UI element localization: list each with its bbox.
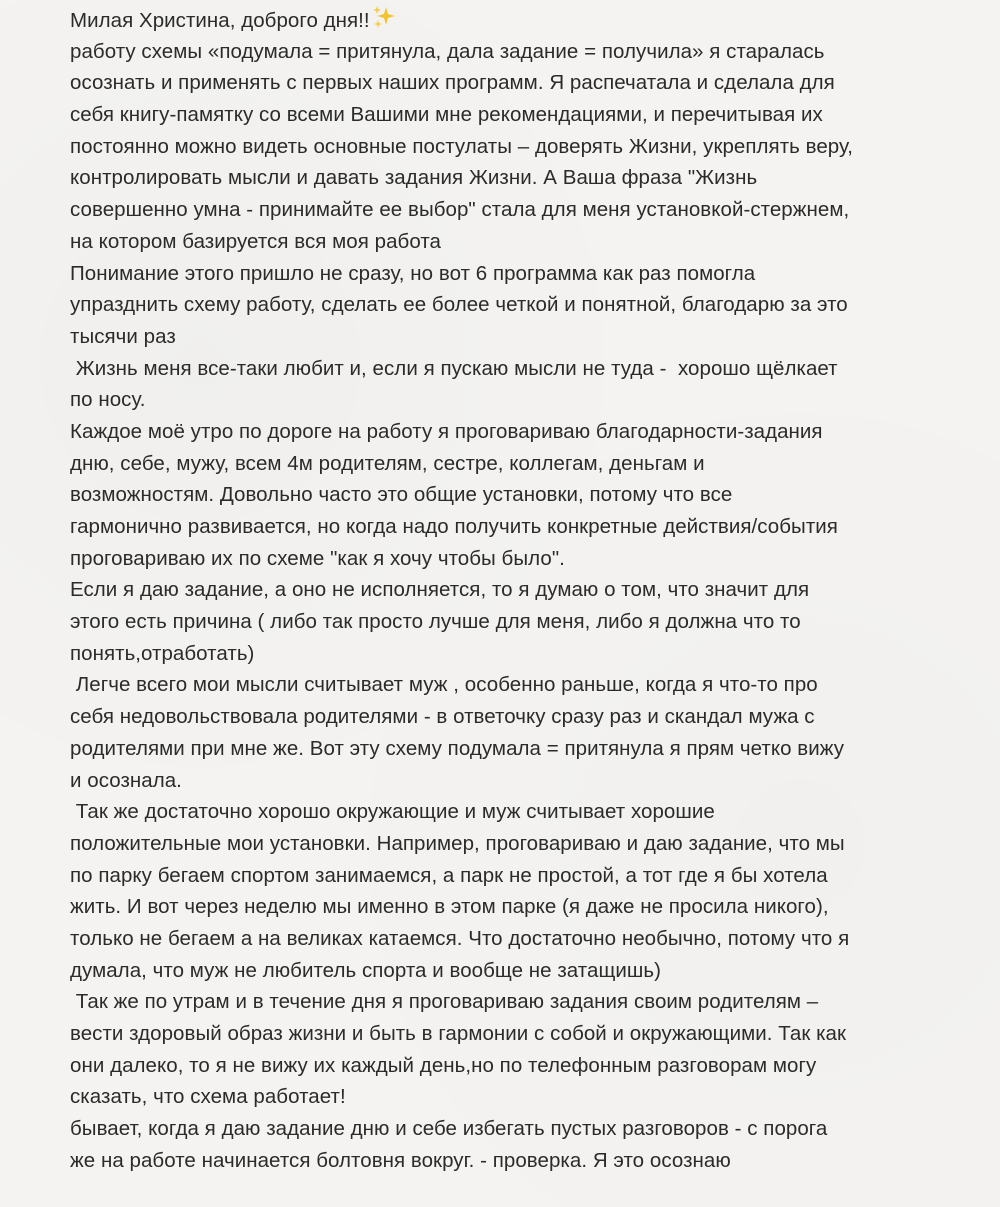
text-line: постоянно можно видеть основные постулаты – доверять Жизни, укреплять веру, (70, 134, 853, 158)
text-line: дню, себе, мужу, всем 4м родителям, сестре, коллегам, деньгам и (70, 451, 705, 475)
text-line: осознать и применять с первых наших программ. Я распечатала и сделала для (70, 71, 835, 95)
body-lines (70, 36, 970, 1177)
text-line: Легче всего мои мысли считывает муж , особенно раньше, когда я что-то про (70, 673, 818, 697)
text-line: Так же достаточно хорошо окружающие и муж считывает хорошие (70, 800, 715, 824)
text-line: только не бегаем а на великах катаемся. Что достаточно необычно, потому что я (70, 926, 850, 950)
text-line: себя книгу-памятку со всеми Вашими мне рекомендациями, и перечитывая их (70, 103, 823, 127)
text-line: упразднить схему работу, сделать ее более четкой и понятной, благодарю за это (70, 293, 848, 317)
text-line: проговариваю их по схеме "как я хочу чтобы было". (70, 546, 565, 570)
text-line: они далеко, то я не вижу их каждый день,но по телефонным разговорам могу (70, 1053, 817, 1077)
text-line: по носу. (70, 388, 146, 412)
text-line: сказать, что схема работает! (70, 1085, 346, 1109)
text-line: этого есть причина ( либо так просто лучше для меня, либо я должна что то (70, 610, 801, 634)
text-line: жить. И вот через неделю мы именно в этом парке (я даже не просила никого), (70, 895, 829, 919)
text-line: на котором базируется вся моя работа (70, 229, 441, 253)
text-line: Если я даю задание, а оно не исполняется, то я думаю о том, что значит для (70, 578, 810, 602)
text-line: Каждое моё утро по дороге на работу я проговариваю благодарности-задания (70, 419, 823, 443)
text-line: работу схемы «подумала = притянула, дала задание = получила» я старалась (70, 39, 825, 63)
text-line: по парку бегаем спортом занимаемся, а парк не простой, а тот где я бы хотела (70, 863, 828, 887)
text-line: тысячи раз (70, 324, 176, 348)
text-line: себя недовольствовала родителями - в ответочку сразу раз и скандал мужа с (70, 705, 815, 729)
text-line: бывает, когда я даю задание дню и себе избегать пустых разговоров - с порога (70, 1117, 828, 1141)
greeting-text: Милая Христина, доброго дня!! (70, 9, 370, 32)
text-line: гармонично развивается, но когда надо получить конкретные действия/события (70, 515, 838, 538)
text-line: контролировать мысли и давать задания Жизни. А Ваша фраза "Жизнь (70, 166, 758, 190)
sparkles-icon (371, 4, 397, 30)
text-line: родителями при мне же. Вот эту схему подумала = притянула я прям четко вижу (70, 736, 845, 760)
note-text (70, 4, 970, 1176)
text-line: Понимание этого пришло не сразу, но вот 6 программа как раз помогла (70, 261, 756, 285)
text-line: и осознала. (70, 768, 182, 792)
text-line: Так же по утрам и в течение дня я проговариваю задания своим родителям – (70, 990, 819, 1014)
greeting-line (70, 4, 970, 36)
text-line: же на работе начинается болтовня вокруг. - проверка. Я это осознаю (70, 1148, 731, 1172)
text-line: понять,отработать) (70, 641, 255, 665)
text-line: Жизнь меня все-таки любит и, если я пускаю мысли не туда - хорошо щёлкает (70, 356, 838, 380)
text-line: возможностям. Довольно часто это общие установки, потому что все (70, 483, 733, 507)
text-line: думала, что муж не любитель спорта и вообще не затащишь) (70, 958, 661, 982)
text-line: положительные мои установки. Например, проговариваю и даю задание, что мы (70, 831, 845, 855)
text-line: совершенно умна - принимайте ее выбор" стала для меня установкой-стержнем, (70, 198, 850, 222)
text-line: вести здоровый образ жизни и быть в гармонии с собой и окружающими. Так как (70, 1022, 847, 1045)
